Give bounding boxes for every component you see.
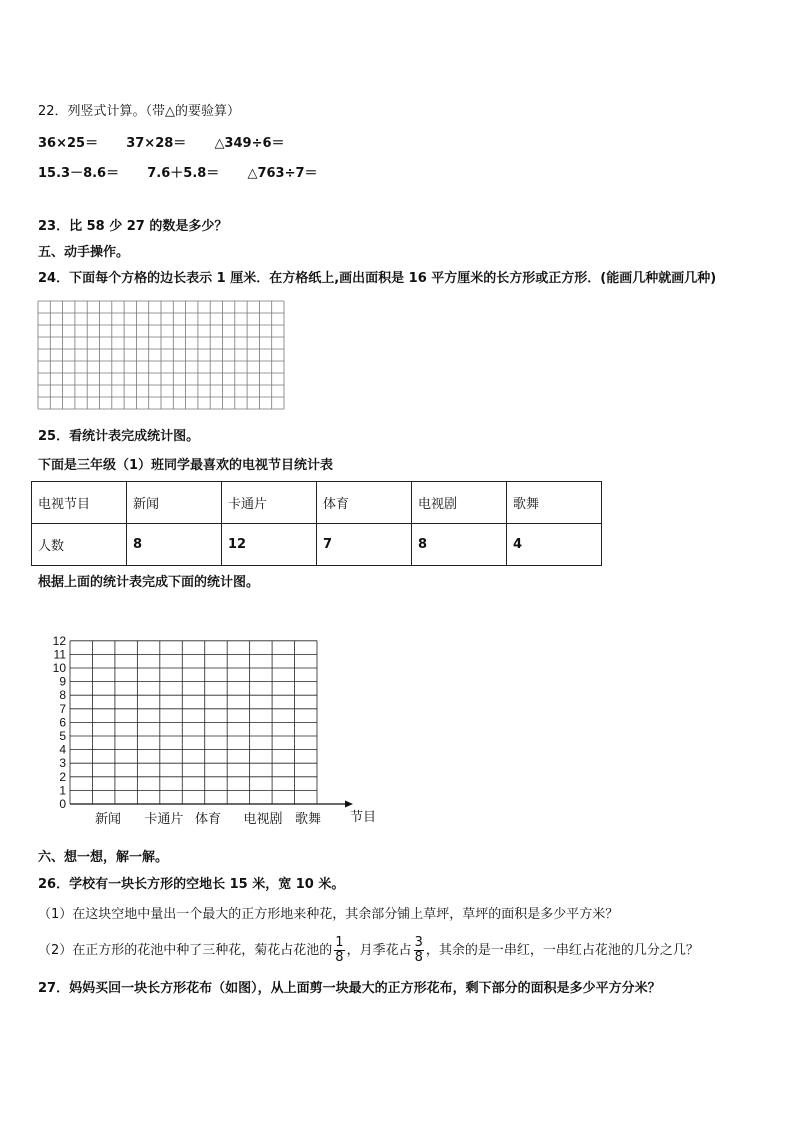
calc-item: △763÷7＝: [247, 166, 318, 181]
table-caption: 下面是三年级（1）班同学最喜欢的电视节目统计表: [38, 458, 334, 473]
q26-sub2-text: ，其余的是一串红，一串红占花池的几分之几？: [425, 943, 699, 958]
fraction-denominator: 8: [335, 950, 344, 965]
q26-text: 26．学校有一块长方形的空地长 15 米，宽 10 米。: [38, 877, 345, 892]
table-cell: 8: [412, 524, 507, 566]
x-category-label: 卡通片: [144, 812, 184, 827]
table-row: [32, 524, 602, 566]
table-cell: 新闻: [127, 482, 222, 524]
fraction-one-eighth: [334, 936, 344, 965]
chart-instruction: 根据上面的统计表完成下面的统计图。: [38, 575, 260, 590]
y-tick-label: 1: [59, 783, 66, 798]
y-tick-label: 11: [53, 647, 66, 662]
y-tick-label: 12: [52, 633, 66, 648]
calc-item: 7.6＋5.8＝: [147, 166, 220, 181]
y-tick-label: 5: [59, 729, 66, 743]
fraction-three-eighths: [414, 936, 424, 965]
q26-sub2: [38, 936, 699, 965]
bar-chart-grid[interactable]: [38, 628, 378, 833]
q22-row2: [38, 166, 342, 182]
calc-item: 37×28＝: [126, 136, 187, 151]
y-tick-label: 4: [59, 742, 66, 757]
q27-text: 27．妈妈买回一块长方形花布（如图），从上面剪一块最大的正方形花布，剩下部分的面积是多少平方分米？: [38, 981, 661, 996]
y-tick-label: 0: [59, 797, 66, 811]
q22-row1: [38, 136, 309, 152]
table-cell: 8: [127, 524, 222, 566]
fraction-numerator: 3: [414, 935, 423, 950]
section5-title: 五、动手操作。: [38, 245, 130, 260]
x-axis-title: 节目: [349, 810, 377, 825]
q22-title: 22．列竖式计算。（带△的要验算）: [38, 104, 241, 119]
q24-text: 24．下面每个方格的边长表示 1 厘米．在方格纸上,画出面积是 16 平方厘米的长方形或正方形．(能画几种就画几种): [38, 271, 717, 286]
y-tick-label: 10: [52, 661, 66, 675]
q25-title: 25．看统计表完成统计图。: [38, 429, 200, 444]
fraction-numerator: 1: [335, 935, 344, 950]
x-category-label: 体育: [194, 812, 222, 827]
q26-sub1: （1）在这块空地中量出一个最大的正方形地来种花，其余部分铺上草坪，草坪的面积是多少平方米？: [38, 907, 619, 922]
y-tick-label: 9: [59, 674, 66, 689]
q23-text: 23．比 58 少 27 的数是多少？: [38, 219, 228, 234]
table-cell: 体育: [317, 482, 412, 524]
y-tick-label: 2: [59, 769, 66, 784]
q26-sub2-text: ，月季花占: [346, 943, 412, 958]
stats-table: [31, 481, 602, 566]
y-tick-label: 8: [59, 688, 66, 703]
table-row: [32, 482, 602, 524]
x-category-label: 新闻: [94, 812, 122, 827]
table-cell: 歌舞: [507, 482, 602, 524]
x-axis-arrow-icon: [345, 801, 353, 808]
calc-item: 15.3－8.6＝: [38, 166, 120, 181]
x-category-label: 歌舞: [294, 812, 322, 827]
q26-sub2-text: （2）在正方形的花池中种了三种花，菊花占花池的: [38, 943, 333, 958]
fraction-denominator: 8: [414, 950, 423, 965]
calc-item: 36×25＝: [38, 136, 99, 151]
table-cell: 7: [317, 524, 412, 566]
y-tick-label: 7: [59, 701, 66, 716]
x-category-label: 电视剧: [243, 812, 283, 827]
table-cell: 12: [222, 524, 317, 566]
section6-title: 六、想一想，解一解。: [38, 850, 169, 865]
grid-paper[interactable]: [38, 301, 286, 411]
y-tick-label: 3: [59, 756, 66, 771]
table-cell: 电视节目: [32, 482, 127, 524]
table-cell: 4: [507, 524, 602, 566]
calc-item: △349÷6＝: [214, 136, 285, 151]
table-cell: 卡通片: [222, 482, 317, 524]
y-tick-label: 6: [59, 715, 66, 730]
table-cell: 电视剧: [412, 482, 507, 524]
table-cell: 人数: [32, 524, 127, 566]
